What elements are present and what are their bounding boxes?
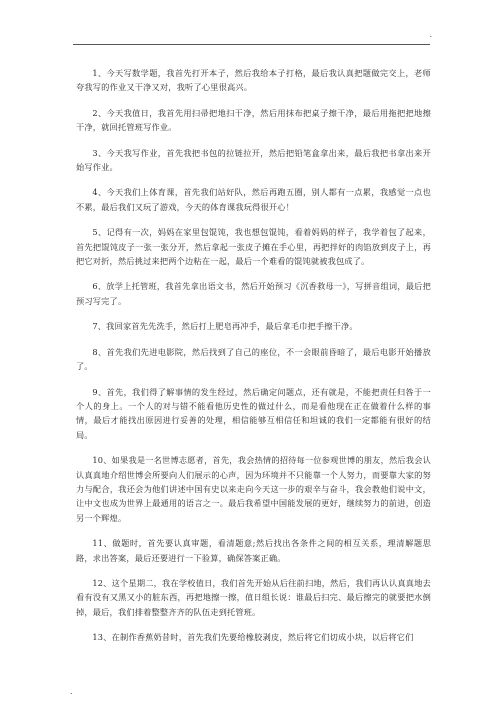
paragraph-4: 4、今天我们上体育课，首先我们站好队，然后再跑五圈，别人都有一点累，我感觉一点也不累，最后我们又玩了游戏，今天的体育课我玩得很开心！ (76, 187, 431, 212)
document-body (76, 66, 431, 656)
paragraph-9: 9、首先，我们得了解事情的发生经过，然后确定问题点，还有就是，不能把责任归咎于一个人的身上。一个人的对与错不能看他历史性的做过什么，而是看他现在正在做着什么样的事情，最后才能找出原因进行妥善的处理，相信能够互相信任和坦诚的我们一定都能有很好的结局。 (76, 386, 431, 440)
paragraph-8: 8、首先我们先进电影院，然后找到了自己的座位，不一会眼前昏暗了，最后电影开始播放了。 (76, 346, 431, 372)
paragraph-5: 5、记得有一次，妈妈在家里包馄饨，我也想包馄饨，看着妈妈的样子，我学着包了起来，首先把馄饨皮子一张一张分开，然后拿起一张皮子摊在手心里，再把拌好的肉馅放到皮子上，再把它对折，然后挑过来把两个边粘在一起，最后一个难看的馄饨就被我包成了。 (76, 227, 431, 267)
paragraph-6: 6、放学上托管班，我首先拿出语文书，然后开始预习《沉香救母一》，写拼音组词，最后把预习写完了。 (76, 281, 431, 306)
footer-mark: . (70, 687, 73, 696)
paragraph-3: 3、今天我写作业，首先我把书包的拉链拉开，然后把铅笔盒拿出来，最后我把书拿出来开始写作业。 (76, 147, 431, 173)
paragraph-1: 1、今天写数学题，我首先打开本子，然后我给本子打格，最后我认真把题做完交上，老师夸我写的作业又干净又对，我听了心里很高兴。 (76, 68, 431, 93)
paragraph-10: 10、如果我是一名世博志愿者，首先，我会热情的招待每一位参观世博的朋友，然后我会认认真真地介绍世博会所要向人们展示的心声，因为环境并不只能靠一个人努力，而要靠大家的努力与配合，我还会为他们讲述中国有史以来走向今天这一步的艰辛与奋斗，我会教他们说中文，让中文也成为世界上最通用的语言之一。最后我希望中国能发展的更好，继续努力的前进，创造另一个辉煌。 (76, 455, 431, 523)
paragraph-2: 2、今天我值日，我首先用扫帚把地扫干净，然后用抹布把桌子擦干净，最后用拖把把地擦干净，就回托管班写作业。 (76, 107, 431, 133)
header-rule (73, 44, 430, 45)
paragraph-11: 11、做题时，首先要认真审题，看清题意;然后找出各条件之间的相互关系，理清解题思路，求出答案，最后还要进行一下验算，确保答案正确。 (76, 538, 431, 563)
paragraph-12: 12、这个星期二，我在学校值日，我们首先开始从后往前扫地，然后，我们再认认真真地去看有没有又黑又小的脏东西，再把地擦一擦，值日组长说：谁最后扫完、最后擦完的就要把水倒掉，最后，我们排着整整齐齐的队伍走到托管班。 (76, 577, 431, 617)
paragraph-7: 7、我回家首先先洗手，然后打上肥皂再冲手，最后拿毛巾把手擦干净。 (92, 321, 358, 332)
paragraph-13: 13、在制作香蕉奶昔时，首先我们先要给橡胶剥皮，然后将它们切成小块，以后将它们 (92, 632, 414, 643)
header-mark: . (429, 30, 432, 39)
